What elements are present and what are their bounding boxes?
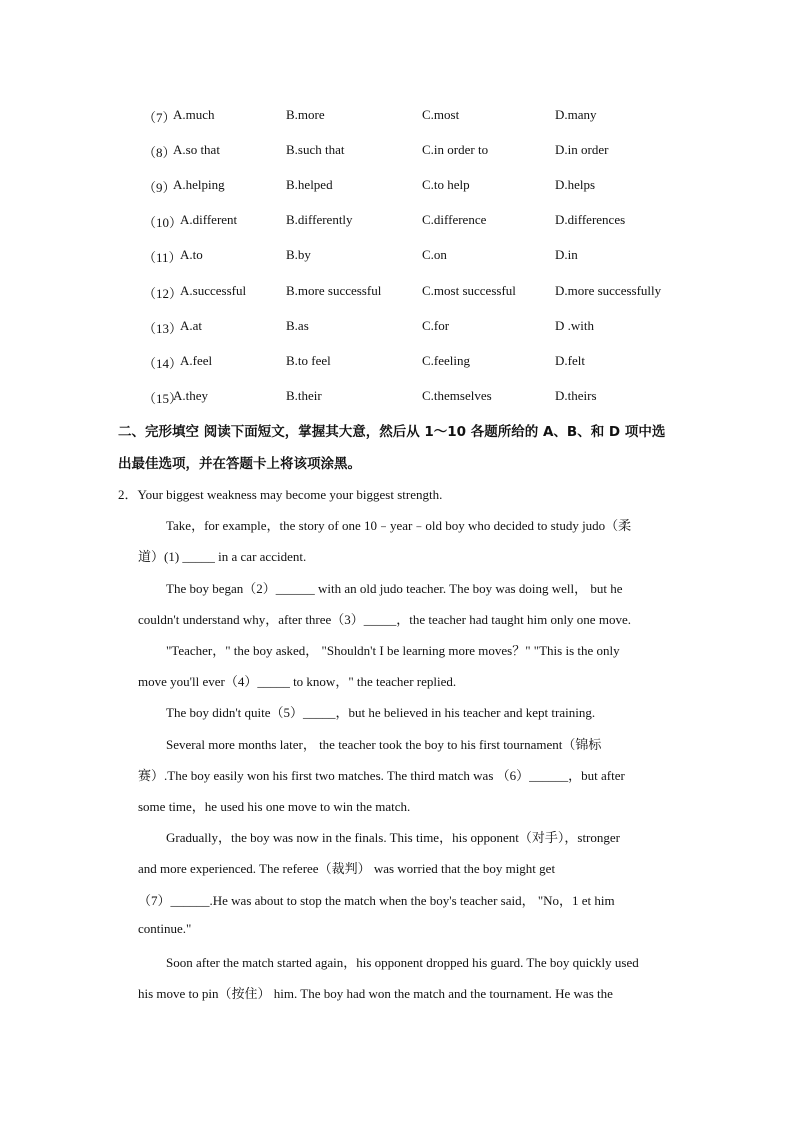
option-number: （15） [143, 391, 183, 406]
option-a: A.at [180, 318, 203, 333]
option-b: B.helped [286, 177, 333, 192]
option-row [143, 353, 703, 373]
passage-line: The boy didn't quite（5）_____，but he believed in his teacher and kept training. [166, 705, 596, 720]
option-c: C.feeling [422, 353, 471, 368]
passage-line: couldn't understand why，after three（3）_____，the teacher had taught him only one move. [138, 612, 631, 627]
passage-line: some time，he used his one move to win the match. [138, 799, 411, 814]
option-b: B.to feel [286, 353, 331, 368]
option-c: C.to help [422, 177, 470, 192]
passage-line: Soon after the match started again，his opponent dropped his guard. The boy quickly used [166, 955, 639, 970]
option-number: （10） [143, 215, 183, 230]
option-c: C.for [422, 318, 450, 333]
option-row [143, 247, 703, 267]
passage-line: continue." [138, 921, 192, 936]
option-b: B.as [286, 318, 309, 333]
option-a: A.much [173, 107, 215, 122]
option-d: D .with [555, 318, 594, 333]
option-c: C.most [422, 107, 460, 122]
option-a: A.helping [173, 177, 225, 192]
passage-line: Gradually，the boy was now in the finals. This time，his opponent（对手），stronger [166, 830, 620, 845]
option-row [143, 142, 703, 162]
option-c: C.most successful [422, 283, 516, 298]
option-b: B.differently [286, 212, 353, 227]
option-number: （14） [143, 356, 183, 371]
option-row [143, 107, 703, 127]
option-d: D.in order [555, 142, 609, 157]
option-a: A.successful [180, 283, 247, 298]
option-b: B.their [286, 388, 322, 403]
option-row [143, 212, 703, 232]
option-row [143, 318, 703, 338]
passage-line: 道）(1) _____ in a car accident. [138, 549, 307, 564]
option-d: D.differences [555, 212, 626, 227]
passage-line: move you'll ever（4）_____ to know，" the teacher replied. [138, 674, 457, 689]
option-a: A.to [180, 247, 203, 262]
option-d: D.helps [555, 177, 596, 192]
option-a: A.feel [180, 353, 213, 368]
option-b: B.more successful [286, 283, 382, 298]
option-c: C.in order to [422, 142, 489, 157]
option-number: （7） [143, 110, 176, 125]
passage-line: Several more months later， the teacher took the boy to his first tournament（锦标 [166, 737, 602, 752]
option-a: A.so that [173, 142, 220, 157]
option-b: B.more [286, 107, 325, 122]
option-b: B.by [286, 247, 311, 262]
question-intro: 2．Your biggest weakness may become your biggest strength. [118, 487, 443, 502]
option-b: B.such that [286, 142, 345, 157]
section-heading-line2: 出最佳选项，并在答题卡上将该项涂黑。 [118, 456, 361, 472]
passage-line: his move to pin（按住） him. The boy had won the match and the tournament. He was the [138, 986, 613, 1001]
option-number: （12） [143, 286, 183, 301]
option-d: D.theirs [555, 388, 597, 403]
passage-line: （7）______.He was about to stop the match when the boy's teacher said， "No，1 et him [138, 893, 615, 908]
passage-line: "Teacher，" the boy asked， "Shouldn't I be learning more moves？" "This is the only [166, 643, 620, 658]
option-number: （13） [143, 321, 183, 336]
passage-line: 赛）.The boy easily won his first two matches. The third match was （6）______，but after [138, 768, 625, 783]
option-c: C.on [422, 247, 447, 262]
option-d: D.in [555, 247, 578, 262]
passage-line: The boy began（2）______ with an old judo teacher. The boy was doing well， but he [166, 581, 623, 596]
option-d: D.more successfully [555, 283, 662, 298]
option-d: D.felt [555, 353, 585, 368]
option-a: A.they [173, 388, 209, 403]
passage-line: and more experienced. The referee（裁判） was worried that the boy might get [138, 861, 556, 876]
option-number: （8） [143, 145, 176, 160]
option-row [143, 177, 703, 197]
option-row [143, 388, 703, 408]
option-number: （11） [143, 250, 182, 265]
passage-line: Take，for example，the story of one 10﹣year﹣old boy who decided to study judo（柔 [166, 518, 632, 533]
option-d: D.many [555, 107, 597, 122]
option-c: C.difference [422, 212, 487, 227]
option-row [143, 283, 703, 303]
option-c: C.themselves [422, 388, 492, 403]
section-heading-line1: 二、完形填空 阅读下面短文，掌握其大意，然后从 1～10 各题所给的 A、B、和 D 项中选 [118, 424, 666, 440]
option-a: A.different [180, 212, 238, 227]
option-number: （9） [143, 180, 176, 195]
